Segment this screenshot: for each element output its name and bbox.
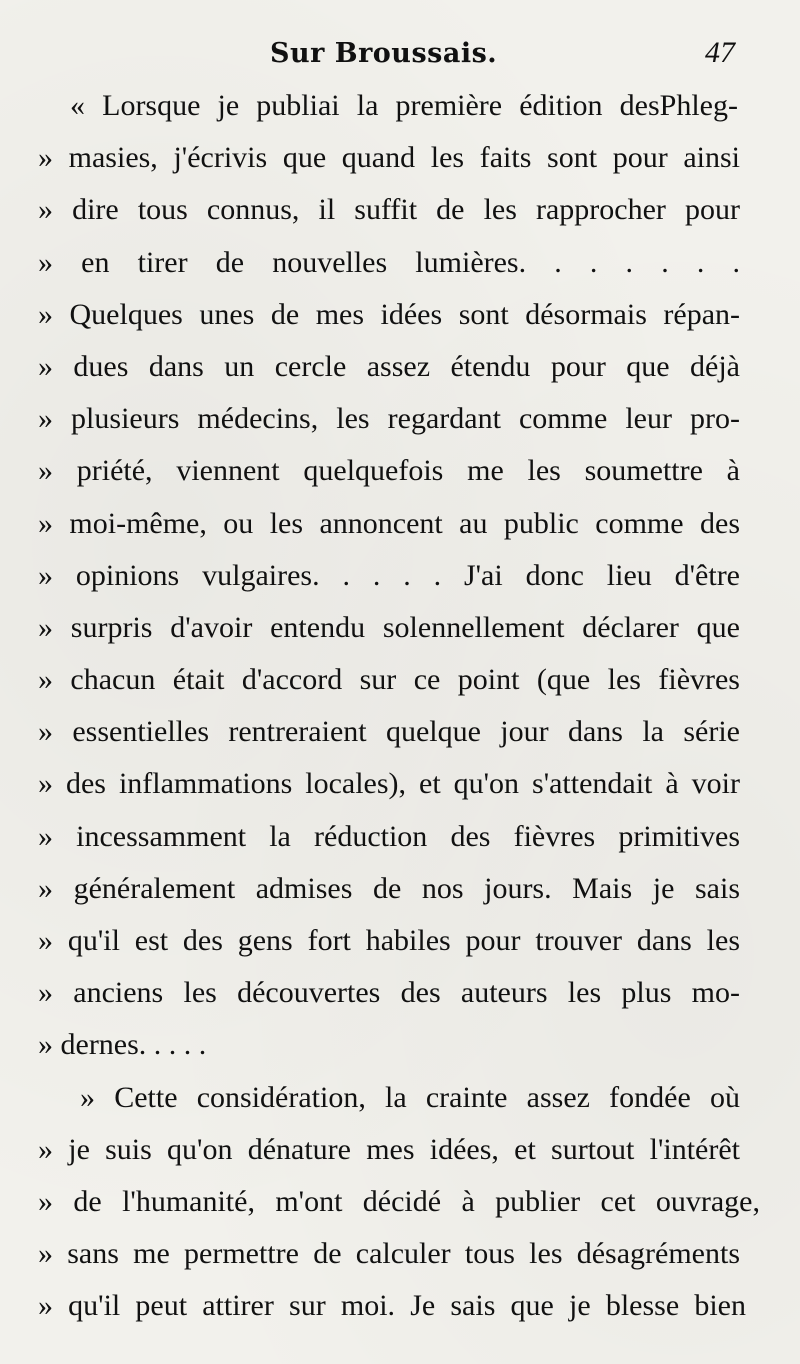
running-head: Sur Broussais. xyxy=(270,38,498,69)
text-line-content: » dues dans un cercle assez étendu pour que déjà xyxy=(38,349,740,383)
text-line xyxy=(0,1124,800,1176)
text-line-content: » dire tous connus, il suffit de les rapprocher pour xyxy=(38,193,740,227)
text-line xyxy=(0,341,800,393)
text-line xyxy=(0,1072,800,1124)
text-line-content: » des inflammations locales), et qu'on s'attendait à voir xyxy=(38,767,740,801)
text-line-content: » en tirer de nouvelles lumières. . . . . . . xyxy=(38,245,740,279)
text-line xyxy=(0,393,800,445)
text-line-content: » surpris d'avoir entendu solennellement déclarer que xyxy=(38,610,740,644)
text-line-content: » Quelques unes de mes idées sont désormais répan- xyxy=(38,297,740,331)
text-line-content: » priété, viennent quelquefois me les soumettre à xyxy=(38,454,740,488)
text-line-content: » anciens les découvertes des auteurs les plus mo- xyxy=(38,976,740,1010)
text-line-content: » de l'humanité, m'ont décidé à publier cet ouvrage, xyxy=(38,1184,760,1218)
text-line-content: » essentielles rentreraient quelque jour dans la série xyxy=(38,715,740,749)
text-line-content: » Cette considération, la crainte assez fondée où xyxy=(80,1080,740,1114)
text-line xyxy=(0,967,800,1019)
text-line xyxy=(0,1019,800,1071)
text-line xyxy=(0,80,800,132)
text-line xyxy=(0,1176,800,1228)
text-line xyxy=(0,289,800,341)
text-line-content: « Lorsque je publiai la première édition desPhleg- xyxy=(70,89,738,122)
text-line-content: » qu'il est des gens fort habiles pour trouver dans les xyxy=(38,924,740,957)
page-number: 47 xyxy=(705,36,735,69)
text-line xyxy=(0,550,800,602)
text-line xyxy=(0,184,800,236)
text-line xyxy=(0,498,800,550)
text-line xyxy=(0,811,800,863)
text-line xyxy=(0,602,800,654)
text-line xyxy=(0,1228,800,1280)
text-line-content: » qu'il peut attirer sur moi. Je sais que je blesse bien xyxy=(38,1289,746,1323)
text-line xyxy=(0,445,800,497)
text-line-content: » masies, j'écrivis que quand les faits sont pour ainsi xyxy=(38,141,740,175)
text-line xyxy=(0,1280,800,1332)
text-line xyxy=(0,654,800,706)
text-line xyxy=(0,132,800,184)
text-line-content: » incessamment la réduction des fièvres primitives xyxy=(38,819,740,853)
text-line-content: » chacun était d'accord sur ce point (que les fièvres xyxy=(38,663,740,697)
text-line-content: » opinions vulgaires. . . . . J'ai donc lieu d'être xyxy=(38,558,740,592)
text-line-content: » sans me permettre de calculer tous les désagréments xyxy=(38,1237,740,1271)
text-line xyxy=(0,706,800,758)
text-line-content: » plusieurs médecins, les regardant comme leur pro- xyxy=(38,402,740,436)
text-line-content: » généralement admises de nos jours. Mais je sais xyxy=(38,871,740,905)
text-line-content: » moi-même, ou les annoncent au public comme des xyxy=(38,506,740,540)
text-line xyxy=(0,915,800,967)
text-line xyxy=(0,863,800,915)
text-line-content: » je suis qu'on dénature mes idées, et surtout l'intérêt xyxy=(38,1132,740,1166)
text-line-content: » dernes. . . . . xyxy=(38,1028,207,1062)
text-line xyxy=(0,237,800,289)
body-text xyxy=(0,80,800,1333)
text-line xyxy=(0,758,800,810)
